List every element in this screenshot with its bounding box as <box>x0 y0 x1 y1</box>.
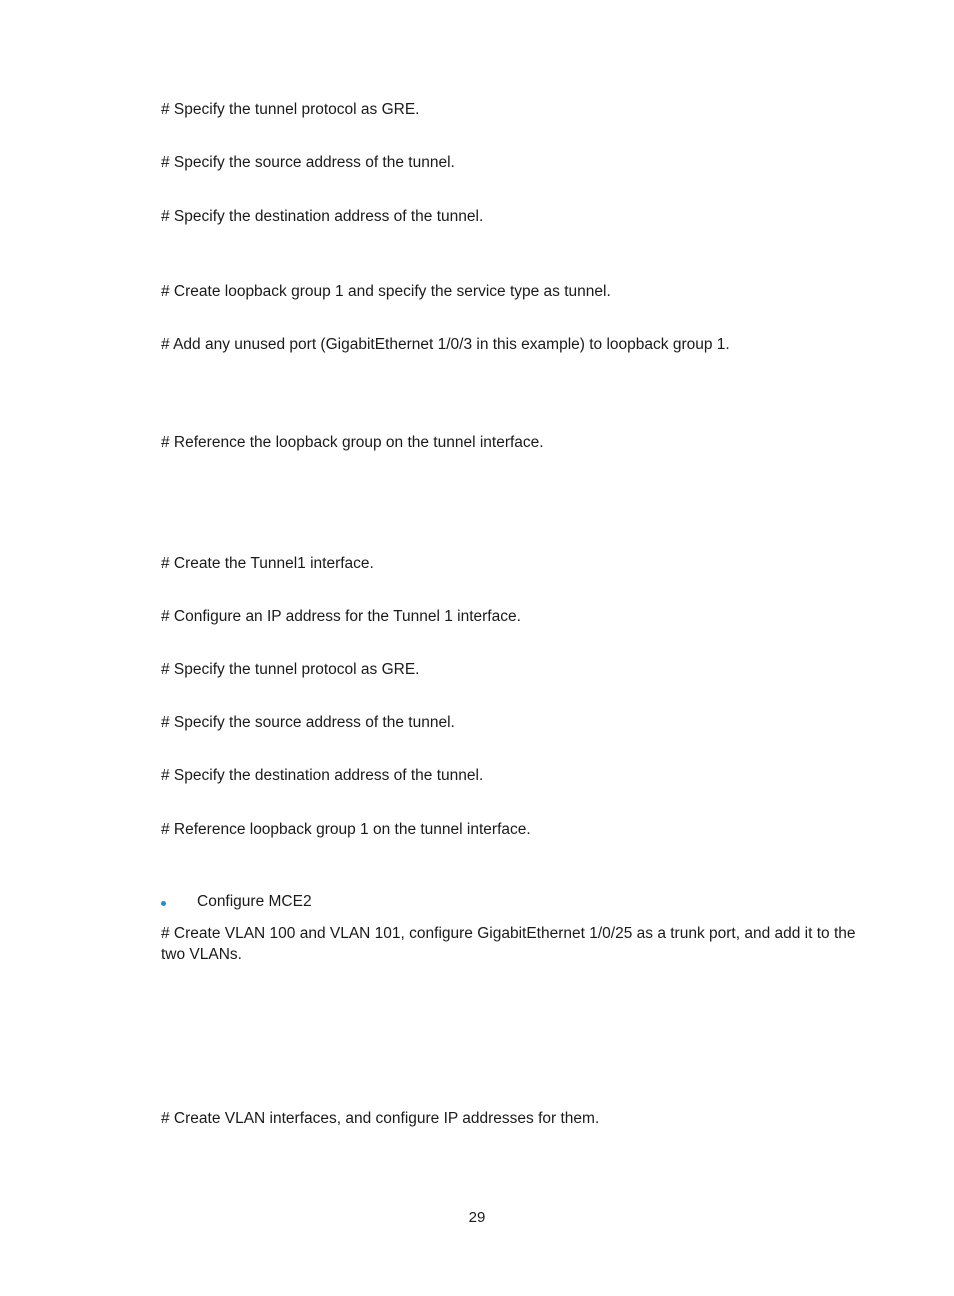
step-create-vlans: # Create VLAN 100 and VLAN 101, configure GigabitEthernet 1/0/25 as a trunk port, and add it to the two VLANs. <box>161 925 856 963</box>
step-create-tunnel1: # Create the Tunnel1 interface. <box>161 555 374 572</box>
step-reference-loopback-group-1: # Reference loopback group 1 on the tunnel interface. <box>161 821 531 838</box>
page-number: 29 <box>468 1209 486 1226</box>
step-create-loopback-group: # Create loopback group 1 and specify the service type as tunnel. <box>161 283 611 300</box>
step-specify-destination-2: # Specify the destination address of the tunnel. <box>161 767 484 784</box>
step-specify-gre: # Specify the tunnel protocol as GRE. <box>161 101 420 118</box>
step-reference-loopback-group: # Reference the loopback group on the tunnel interface. <box>161 434 544 451</box>
step-create-vlan-interfaces: # Create VLAN interfaces, and configure IP addresses for them. <box>161 1110 600 1127</box>
step-specify-source-2: # Specify the source address of the tunnel. <box>161 714 455 731</box>
step-specify-destination: # Specify the destination address of the tunnel. <box>161 208 484 225</box>
step-configure-ip-tunnel1: # Configure an IP address for the Tunnel 1 interface. <box>161 608 521 625</box>
bullet-label: Configure MCE2 <box>197 893 312 910</box>
step-specify-gre-2: # Specify the tunnel protocol as GRE. <box>161 661 420 678</box>
step-specify-source: # Specify the source address of the tunnel. <box>161 154 455 171</box>
step-add-unused-port: # Add any unused port (GigabitEthernet 1/0/3 in this example) to loopback group 1. <box>161 336 730 353</box>
bullet-dot-icon <box>161 901 166 906</box>
bullet-configure-mce2 <box>161 892 312 912</box>
